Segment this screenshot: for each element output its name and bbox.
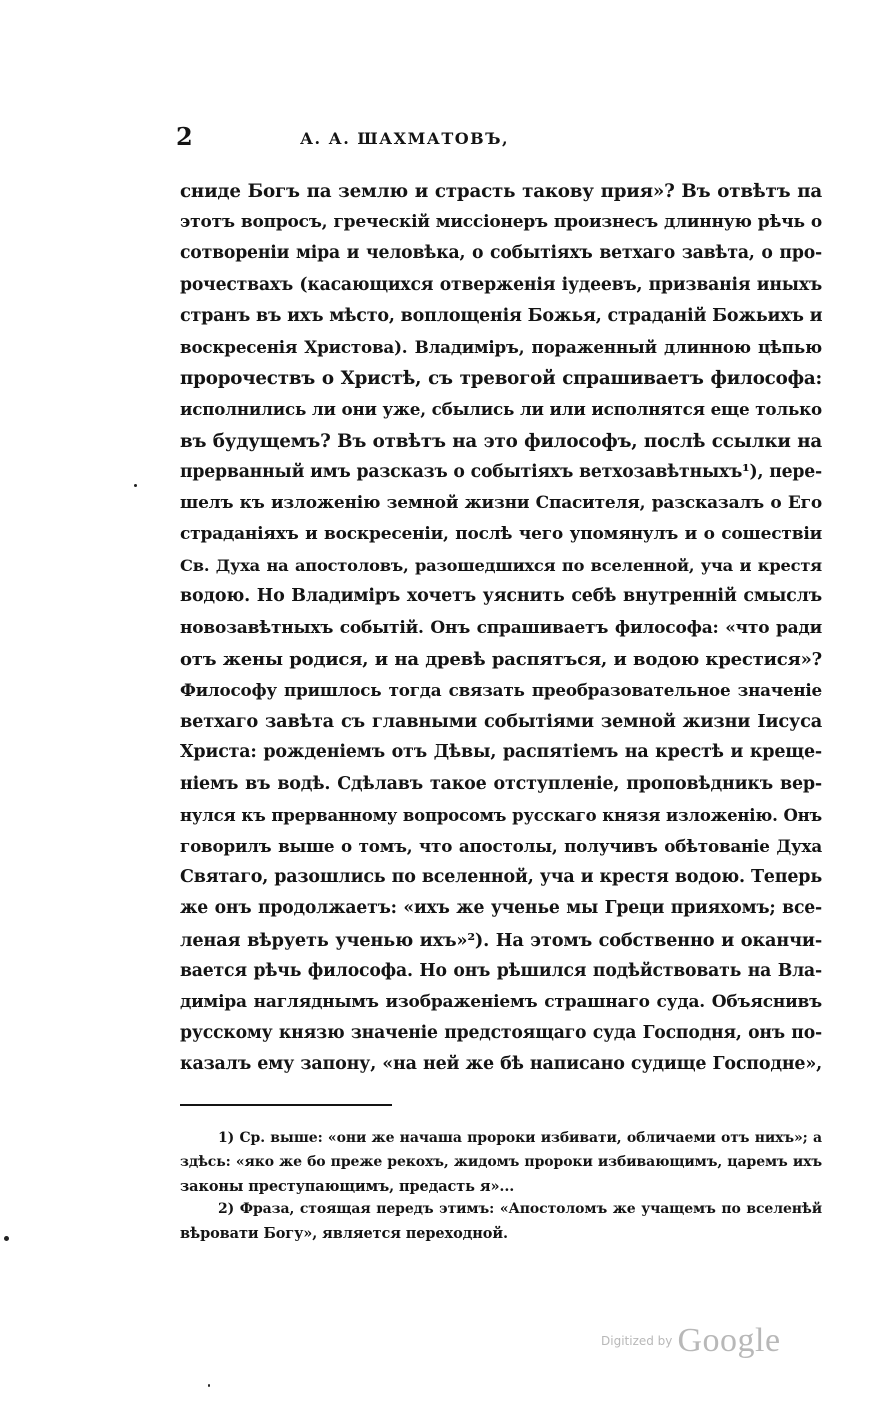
text-line: нулся къ прерванному вопросомъ русскаго князя изложенію. Онъ <box>180 805 822 825</box>
footnote-1-line: законы преступающимъ, предасть я»... <box>180 1177 515 1195</box>
text-line: же онъ продолжаетъ: «ихъ же ученье мы Греци прияхомъ; все- <box>180 898 822 919</box>
footnote-2-line: 2) Фраза, стоящая передъ этимъ: «Апостоломъ же учащемъ по вселенѣй <box>218 1201 822 1218</box>
text-line: страданіяхъ и воскресеніи, послѣ чего упомянулъ и о сошествіи <box>180 524 822 545</box>
footnotes <box>180 1127 822 1246</box>
scan-speck <box>208 1384 210 1387</box>
text-line: леная вѣруеть ученью ихъ»²). На этомъ собственно и оканчи- <box>180 929 822 951</box>
watermark-prefix: Digitized by <box>601 1334 673 1348</box>
digitized-watermark <box>601 1322 781 1360</box>
text-line: воскресенія Христова). Владиміръ, пораженный длинною цѣпью <box>180 336 822 357</box>
footnote-2-line: вѣровати Богу», является переходной. <box>180 1225 508 1243</box>
text-line: въ будущемъ? Въ отвѣтъ на это философъ, послѣ ссылки на <box>180 430 822 452</box>
footnote-1-line: здѣсь: «яко же бо преже рекохъ, жидомъ пророки избивающимъ, царемъ ихъ <box>180 1153 822 1170</box>
footnote-divider <box>180 1104 392 1106</box>
text-line: Св. Духа на апостоловъ, разошедшихся по вселенной, уча и крестя <box>180 556 822 576</box>
text-line: сниде Богъ па землю и страсть такову прия»? Въ отвѣтъ па <box>180 181 822 202</box>
scan-speck <box>134 484 137 487</box>
text-line: водою. Но Владиміръ хочетъ уяснить себѣ внутренній смыслъ <box>180 586 822 607</box>
scan-speck <box>4 1236 9 1241</box>
running-head: А. А. ШАХМАТОВЪ, <box>300 129 510 148</box>
text-line: отъ жены родися, и на древѣ распятъся, и водою крестися»? <box>180 648 822 670</box>
text-line: Святаго, разошлись по вселенной, уча и крестя водою. Теперь <box>180 867 822 888</box>
text-line: казалъ ему запону, «на ней же бѣ написано судище Господне», <box>180 1054 822 1075</box>
text-line: этотъ вопросъ, греческій миссіонеръ произнесъ длинную рѣчь о <box>180 212 822 233</box>
text-line: говорилъ выше о томъ, что апостолы, получивъ обѣтованіе Духа <box>180 835 822 856</box>
text-line: шелъ къ изложенію земной жизни Спасителя, разсказалъ о Его <box>180 492 822 513</box>
text-line: ветхаго завѣта съ главными событіями земной жизни Іисуса <box>180 711 822 733</box>
footnote-1-line: 1) Ср. выше: «они же начаша пророки избивати, обличаеми отъ нихъ»; а <box>218 1130 822 1146</box>
page-number: 2 <box>176 122 193 151</box>
text-line: сотвореніи міра и человѣка, о событіяхъ ветхаго завѣта, о про- <box>180 243 822 264</box>
text-line: русскому князю значеніе предстоящаго суда Господня, онъ по- <box>180 1023 822 1044</box>
text-line: прерванный имъ разсказъ о событіяхъ ветхозавѣтныхъ¹), пере- <box>180 461 822 482</box>
text-line: диміра нагляднымъ изображеніемъ страшнаго суда. Объяснивъ <box>180 991 822 1012</box>
text-line: вается рѣчь философа. Но онъ рѣшился подѣйствовать на Вла- <box>180 960 822 981</box>
text-line: рочествахъ (касающихся отверженія іудеевъ, призванія иныхъ <box>180 274 822 295</box>
text-line: пророчествъ о Христѣ, съ тревогой спрашиваетъ философа: <box>180 368 822 390</box>
text-line: исполнились ли они уже, сбылись ли или исполнятся еще только <box>180 399 822 420</box>
text-line: ніемъ въ водѣ. Сдѣлавъ такое отступленіе, проповѣдникъ вер- <box>180 773 822 794</box>
body-text <box>180 176 822 1080</box>
text-line: Философу пришлось тогда связать преобразовательное значеніе <box>180 680 822 700</box>
text-line: Христа: рожденіемъ отъ Дѣвы, распятіемъ на крестѣ и креще- <box>180 742 822 763</box>
google-logo: Google <box>677 1322 781 1359</box>
text-line: странъ въ ихъ мѣсто, воплощенія Божья, страданій Божьихъ и <box>180 305 823 326</box>
text-line: новозавѣтныхъ событій. Онъ спрашиваетъ философа: «что ради <box>180 617 822 638</box>
